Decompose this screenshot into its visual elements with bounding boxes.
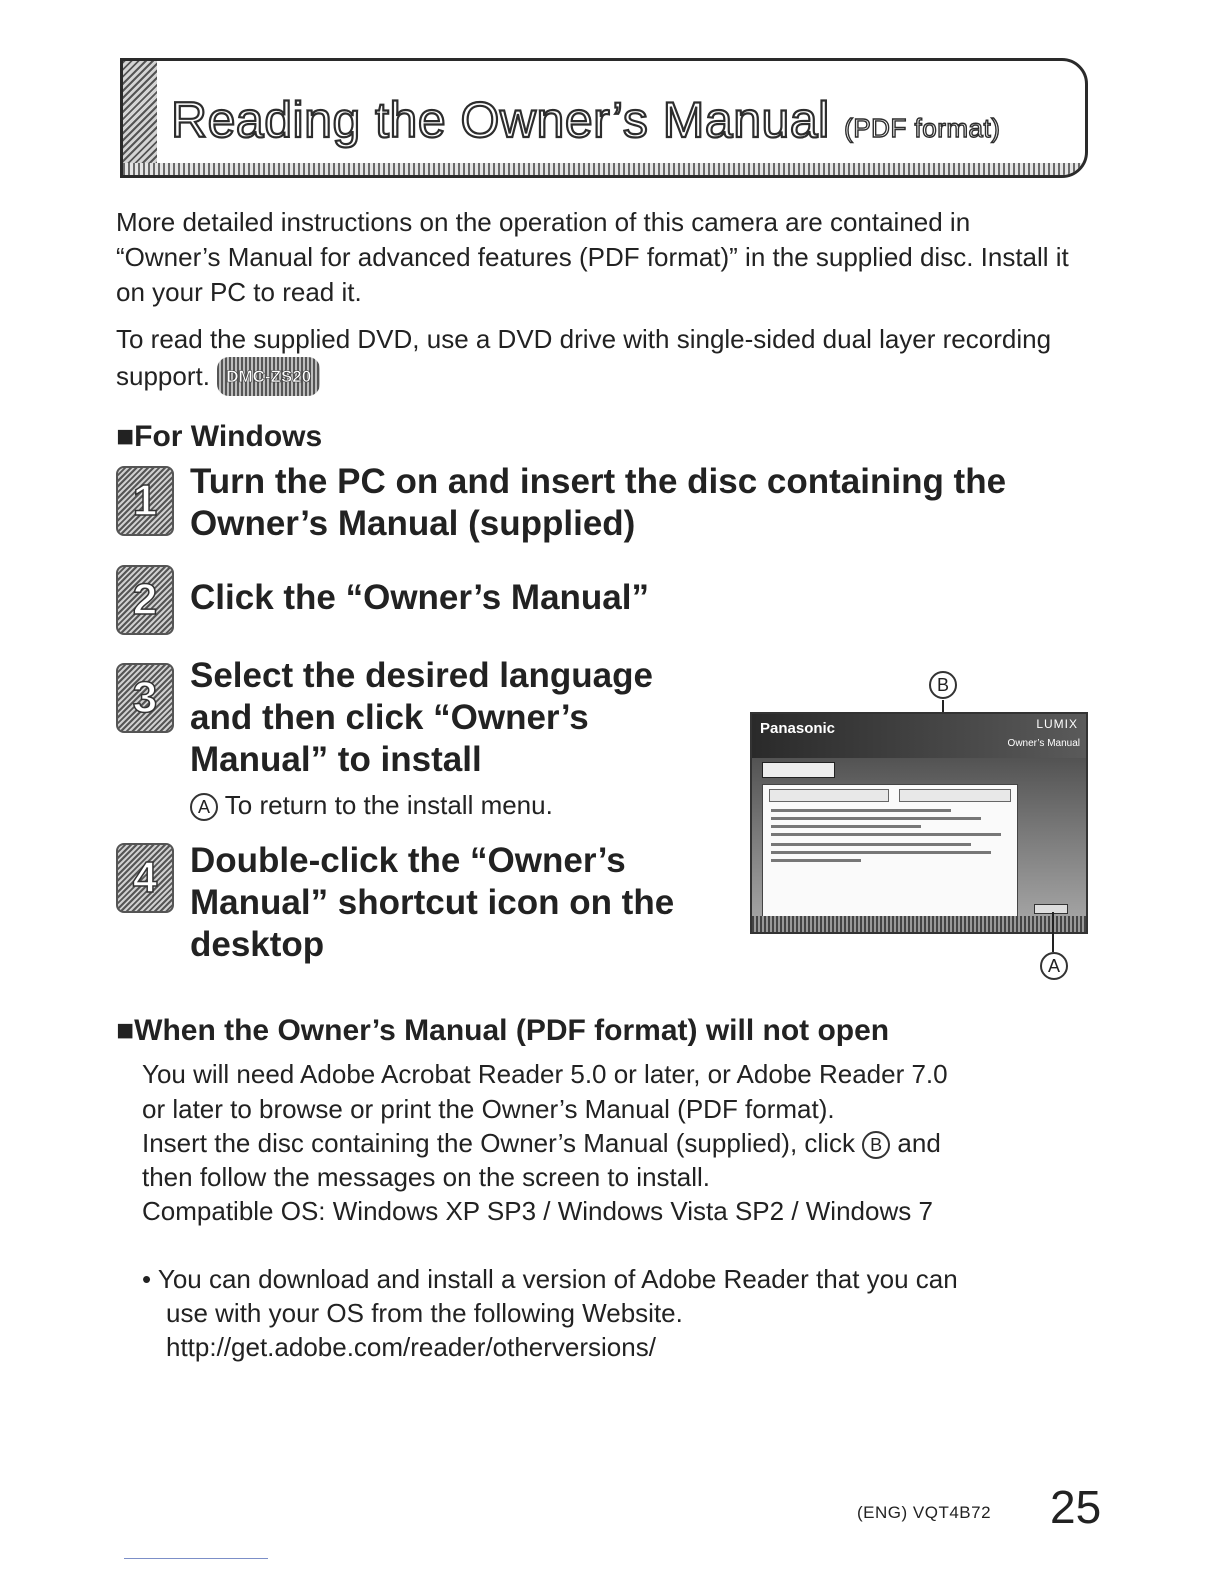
intro-paragraph-2-text: To read the supplied DVD, use a DVD drive with single-sided dual layer recording support.	[116, 324, 1052, 391]
installer-text-line	[771, 833, 1001, 836]
installer-text-line	[771, 843, 971, 846]
footer-code: (ENG) VQT4B72	[857, 1503, 992, 1522]
step-1-text: Turn the PC on and insert the disc containing the Owner’s Manual (supplied)	[190, 462, 1007, 543]
not-open-line-3	[142, 1126, 941, 1161]
model-badge: DMC-ZS20	[217, 357, 320, 396]
callout-b-label: B	[929, 671, 957, 699]
page-title-main: Reading the Owner’s Manual	[171, 92, 830, 148]
not-open-line-3-post: and	[897, 1128, 941, 1158]
not-open-line-2: or later to browse or print the Owner’s Manual (PDF format).	[142, 1094, 835, 1124]
installer-header	[752, 714, 1086, 758]
compatible-os: Compatible OS: Windows XP SP3 / Windows Vista SP2 / Windows 7	[142, 1196, 933, 1226]
step-4-number: 4	[116, 843, 174, 913]
bullet-line-2: use with your OS from the following Website.	[166, 1298, 683, 1328]
installer-footer	[752, 916, 1086, 932]
installer-subtitle: Owner’s Manual	[1007, 738, 1080, 749]
step-2-number: 2	[116, 565, 174, 635]
step-3-number: 3	[116, 663, 174, 733]
installer-text-line	[771, 825, 921, 828]
callout-a-label: A	[1040, 952, 1068, 980]
not-open-line-1: You will need Adobe Acrobat Reader 5.0 or later, or Adobe Reader 7.0	[142, 1059, 948, 1089]
bullet-line-1	[142, 1262, 958, 1297]
step-3-text: Select the desired language and then click “Owner’s Manual” to install	[190, 656, 653, 779]
not-open-line-3-pre: Insert the disc containing the Owner’s Manual (supplied), click	[142, 1128, 855, 1158]
title-accent-strip	[123, 61, 157, 175]
section-heading-not-open-text: When the Owner’s Manual (PDF format) will not open	[134, 1014, 890, 1047]
step-1-number: 1	[116, 466, 174, 536]
installer-language-select	[762, 762, 835, 778]
square-bullet-icon: ■	[116, 420, 135, 453]
bullet-line-1-text: You can download and install a version of Adobe Reader that you can	[157, 1264, 958, 1294]
installer-text-line	[771, 809, 951, 812]
installer-text-line	[771, 817, 981, 820]
installer-owners-manual-button	[769, 789, 889, 802]
installer-screenshot	[750, 712, 1088, 934]
step-2-text: Click the “Owner’s Manual”	[190, 578, 649, 617]
bullet-dot-icon: •	[142, 1264, 152, 1294]
square-bullet-icon: ■	[116, 1014, 135, 1047]
installer-text-line	[771, 859, 861, 862]
title-underline	[123, 163, 1085, 175]
marker-a-icon: A	[190, 793, 218, 821]
page-title	[171, 91, 1000, 149]
installer-adobe-button	[899, 789, 1011, 802]
step-4-text: Double-click the “Owner’s Manual” shortcut icon on the desktop	[190, 841, 675, 964]
not-open-line-4: then follow the messages on the screen to install.	[142, 1162, 710, 1192]
title-banner	[120, 58, 1088, 178]
intro-paragraph-2	[116, 322, 1076, 396]
installer-brand: Panasonic	[760, 720, 836, 737]
adobe-url-link[interactable]: http://get.adobe.com/reader/otherversions/	[166, 1332, 656, 1362]
section-heading-windows	[116, 420, 322, 454]
installer-text-line	[771, 851, 991, 854]
section-heading-windows-text: For Windows	[134, 420, 323, 453]
installer-logo: LUMIX	[1036, 717, 1078, 731]
page-number: 25	[1050, 1481, 1102, 1533]
installer-return-button	[1034, 904, 1068, 914]
step-3-note	[190, 788, 553, 823]
page-title-sub: (PDF format)	[844, 113, 1001, 143]
footer-rule	[124, 1558, 268, 1559]
marker-b-icon: B	[862, 1131, 890, 1159]
installer-panel	[762, 784, 1018, 926]
intro-paragraph-1: More detailed instructions on the operation of this camera are contained in “Owner’s Manual for advanced features (PDF format)” in the supplied disc. Install it on your PC to read it.	[116, 207, 1069, 307]
step-3-note-text: To return to the install menu.	[224, 790, 553, 820]
callout-a-line	[1052, 912, 1054, 952]
section-heading-not-open	[116, 1014, 889, 1048]
